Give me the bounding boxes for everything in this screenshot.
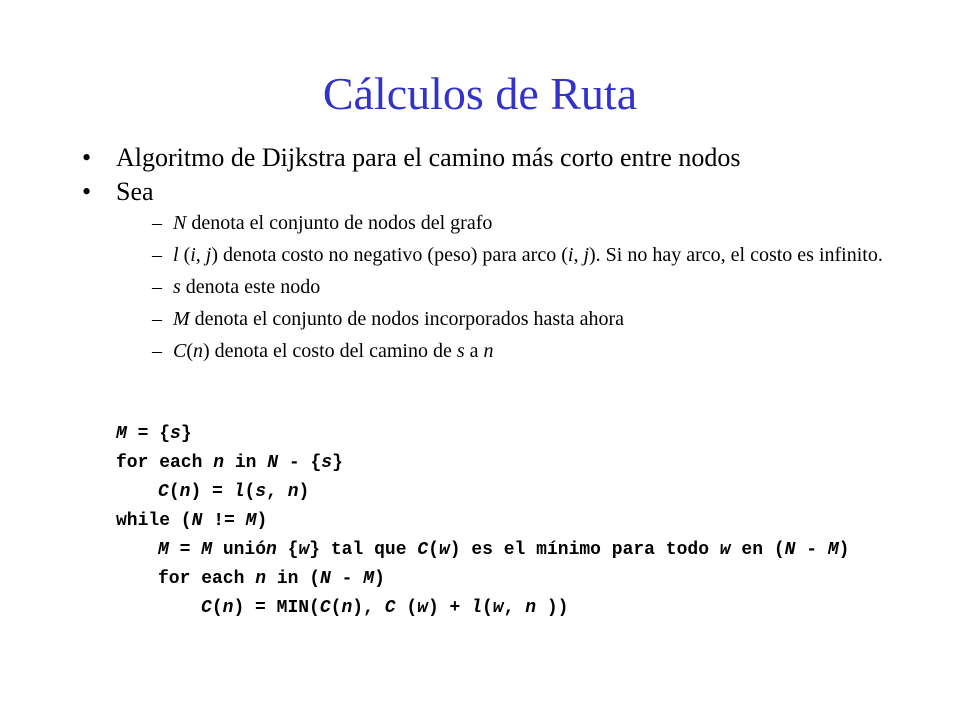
bullet-dijkstra	[82, 141, 942, 175]
code-variable: w	[719, 540, 731, 560]
code-line: M = {s}	[116, 424, 192, 444]
text-rest: ). Si no hay arco, el costo es infinito.	[589, 244, 883, 266]
sub-bullet-l	[152, 245, 892, 266]
code-variable: w	[298, 540, 310, 560]
code-variable: M	[245, 511, 257, 531]
bullet-dot-icon: •	[82, 177, 92, 206]
code-variable: n	[341, 598, 353, 618]
code-variable: M	[158, 540, 169, 560]
var-s: s	[173, 276, 181, 298]
text-comma2: ,	[573, 244, 584, 266]
code-variable: M	[363, 569, 375, 589]
code-variable: n	[287, 482, 299, 502]
sub-bullet-list	[152, 213, 892, 362]
text-mid: ) denota costo no negativo (peso) para arco (	[211, 244, 568, 266]
dash-icon: –	[152, 244, 162, 266]
code-variable: C	[384, 598, 396, 618]
code-variable: n	[255, 569, 267, 589]
code-variable: C	[417, 540, 429, 560]
var-l: l	[173, 244, 179, 266]
sub-bullet-n	[152, 213, 892, 234]
text-open: (	[186, 340, 194, 362]
var-m: M	[173, 308, 190, 330]
code-variable: n	[266, 540, 277, 560]
code-line: while (N != M)	[116, 511, 268, 531]
code-variable: N	[320, 569, 331, 589]
code-variable: M	[827, 540, 839, 560]
sub-bullet-n-text: denota el conjunto de nodos del grafo	[186, 212, 493, 234]
code-line: for each n in (N - M)	[158, 569, 385, 589]
bullet-dijkstra-text: Algoritmo de Dijkstra para el camino más corto entre nodos	[116, 143, 741, 172]
var-n: N	[173, 212, 187, 234]
code-variable: l	[233, 482, 245, 502]
code-line: C(n) = l(s, n)	[158, 482, 310, 502]
code-variable: l	[471, 598, 482, 618]
code-line: M = M unión {w} tal que C(w) es el mínimo para todo w en (N - M)	[158, 540, 850, 560]
bullet-sea	[82, 175, 942, 209]
var-i2: i	[567, 244, 574, 266]
code-variable: n	[213, 453, 225, 473]
var-i: i	[190, 244, 196, 266]
sub-bullet-m-text: denota el conjunto de nodos incorporados hasta ahora	[189, 308, 624, 330]
code-variable: s	[255, 482, 267, 502]
code-variable: s	[170, 424, 181, 444]
code-variable: n	[179, 482, 191, 502]
var-c: C	[173, 340, 187, 362]
dash-icon: –	[152, 276, 162, 298]
code-variable: s	[321, 453, 333, 473]
sub-bullet-s	[152, 277, 892, 298]
code-variable: w	[438, 540, 450, 560]
code-variable: N	[784, 540, 796, 560]
var-s: s	[456, 340, 465, 362]
text-a: a	[464, 340, 484, 362]
code-variable: N	[267, 453, 279, 473]
code-line: C(n) = MIN(C(n), C (w) + l(w, n ))	[201, 598, 569, 618]
dash-icon: –	[152, 212, 162, 234]
var-j: j	[205, 244, 212, 266]
bullet-dot-icon: •	[82, 143, 92, 172]
code-variable: C	[201, 598, 212, 618]
var-n: n	[193, 340, 204, 362]
code-variable: N	[191, 511, 203, 531]
bullet-sea-text: Sea	[116, 177, 154, 206]
text-comma: ,	[195, 244, 206, 266]
code-variable: w	[492, 598, 504, 618]
var-j2: j	[583, 244, 590, 266]
code-line: for each n in N - {s}	[116, 453, 343, 473]
pseudocode-block	[116, 425, 936, 628]
bullet-list	[82, 141, 942, 373]
code-variable: C	[319, 598, 331, 618]
code-variable: w	[417, 598, 428, 618]
code-variable: n	[222, 598, 234, 618]
text-open: (	[178, 244, 191, 266]
sub-bullet-c	[152, 341, 892, 362]
code-variable: C	[158, 482, 169, 502]
code-variable: M	[116, 424, 127, 444]
slide-title: Cálculos de Ruta	[322, 68, 638, 119]
code-variable: M	[201, 540, 213, 560]
code-variable: n	[525, 598, 537, 618]
sub-bullet-m	[152, 309, 892, 330]
var-n2: n	[483, 340, 494, 362]
text-mid: ) denota el costo del camino de	[203, 340, 457, 362]
dash-icon: –	[152, 308, 162, 330]
dash-icon: –	[152, 340, 162, 362]
sub-bullet-s-text: denota este nodo	[180, 276, 321, 298]
